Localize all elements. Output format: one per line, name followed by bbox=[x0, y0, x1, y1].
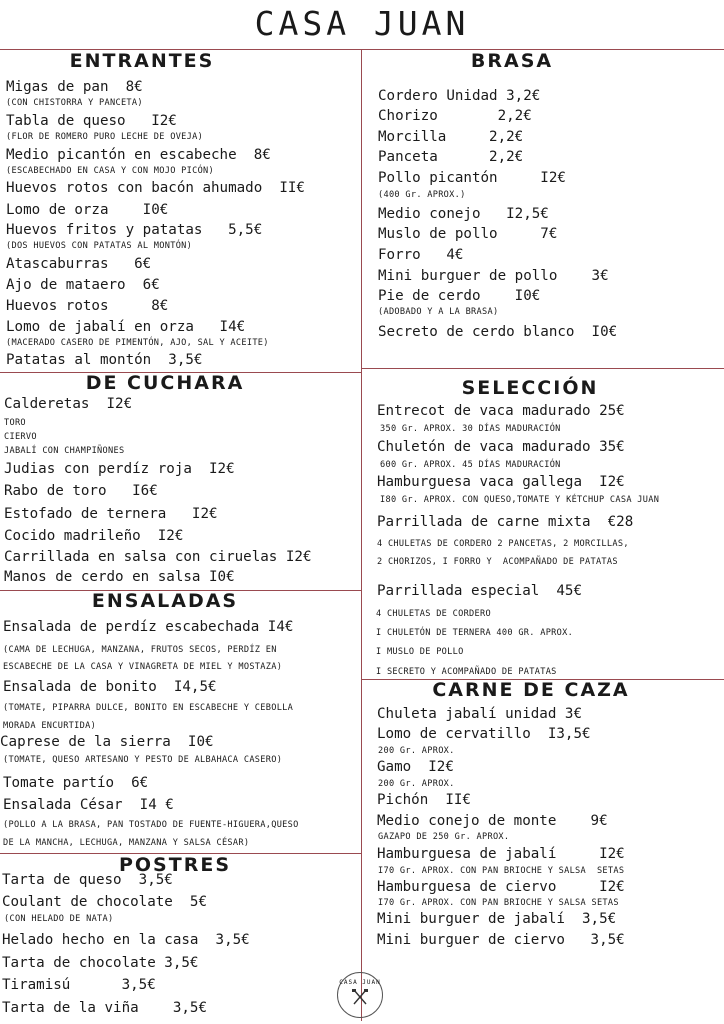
menu-item: Medio conejo I2,5€ bbox=[378, 206, 549, 222]
cutlery-icon bbox=[350, 988, 370, 1006]
menu-item: Tomate partío 6€ bbox=[3, 775, 149, 791]
menu-item-note: 600 Gr. APROX. 45 DÍAS MADURACIÓN bbox=[380, 460, 561, 470]
menu-item-note: 4 CHULETAS DE CORDERO 2 PANCETAS, 2 MORCILLAS, bbox=[377, 539, 629, 549]
menu-item: Tiramisú 3,5€ bbox=[2, 977, 156, 993]
menu-item: Manos de cerdo en salsa I0€ bbox=[4, 569, 235, 585]
menu-item: Pollo picantón I2€ bbox=[378, 170, 566, 186]
menu-item: Lomo de jabalí en orza I4€ bbox=[6, 319, 246, 335]
menu-item: Rabo de toro I6€ bbox=[4, 483, 158, 499]
menu-item-note: GAZAPO DE 250 Gr. APROX. bbox=[378, 832, 510, 842]
menu-item: Hamburguesa de jabalí I2€ bbox=[377, 846, 625, 862]
menu-item-note: (CON HELADO DE NATA) bbox=[4, 914, 114, 924]
section-heading-entrantes: ENTRANTES bbox=[69, 50, 215, 72]
menu-item: Hamburguesa de ciervo I2€ bbox=[377, 879, 625, 895]
column-divider bbox=[361, 49, 362, 1021]
menu-item: Tabla de queso I2€ bbox=[6, 113, 177, 129]
divider-right-1 bbox=[362, 368, 724, 369]
menu-item-note: (ESCABECHADO EN CASA Y CON MOJO PICÓN) bbox=[6, 166, 215, 176]
menu-item: Lomo de cervatillo I3,5€ bbox=[377, 726, 591, 742]
section-heading-postres: POSTRES bbox=[118, 854, 231, 876]
menu-item: Ensalada César I4 € bbox=[3, 797, 174, 813]
menu-item-note: TORO bbox=[4, 418, 26, 428]
menu-item: Medio conejo de monte 9€ bbox=[377, 813, 608, 829]
menu-item-note: (FLOR DE ROMERO PURO LECHE DE OVEJA) bbox=[6, 132, 204, 142]
menu-item: Huevos rotos 8€ bbox=[6, 298, 169, 314]
menu-item: Carrillada en salsa con ciruelas I2€ bbox=[4, 549, 312, 565]
section-heading-brasa: BRASA bbox=[470, 50, 554, 72]
menu-item: Mini burguer de pollo 3€ bbox=[378, 268, 609, 284]
menu-item: Chorizo 2,2€ bbox=[378, 108, 532, 124]
menu-item-note: (TOMATE, PIPARRA DULCE, BONITO EN ESCABECHE Y CEBOLLA bbox=[3, 703, 294, 713]
menu-item: Gamo I2€ bbox=[377, 759, 454, 775]
casa-juan-logo bbox=[337, 972, 383, 1018]
menu-item: Huevos fritos y patatas 5,5€ bbox=[6, 222, 263, 238]
menu-item: Parrillada especial 45€ bbox=[377, 583, 582, 599]
menu-item: Mini burguer de jabalí 3,5€ bbox=[377, 911, 617, 927]
menu-item: Huevos rotos con bacón ahumado II€ bbox=[6, 180, 305, 196]
section-heading-caza: CARNE DE CAZA bbox=[432, 679, 630, 701]
menu-item: Calderetas I2€ bbox=[4, 396, 133, 412]
menu-item: Parrillada de carne mixta €28 bbox=[377, 514, 634, 530]
menu-item-note: (DOS HUEVOS CON PATATAS AL MONTÓN) bbox=[6, 241, 193, 251]
menu-item-note: I80 Gr. APROX. CON QUESO,TOMATE Y KÉTCHUP CASA JUAN bbox=[380, 495, 660, 505]
menu-item: Coulant de chocolate 5€ bbox=[2, 894, 207, 910]
menu-item: Chuleta jabalí unidad 3€ bbox=[377, 706, 582, 722]
menu-item: Judias con perdíz roja I2€ bbox=[4, 461, 235, 477]
menu-item-note: ESCABECHE DE LA CASA Y VINAGRETA DE MIEL Y MOSTAZA) bbox=[3, 662, 283, 672]
menu-item-note: I70 Gr. APROX. CON PAN BRIOCHE Y SALSA SETAS bbox=[378, 898, 619, 908]
menu-item-note: I SECRETO Y ACOMPAÑADO DE PATATAS bbox=[376, 667, 557, 677]
menu-item: Tarta de queso 3,5€ bbox=[2, 872, 173, 888]
menu-item-note: I CHULETÓN DE TERNERA 400 GR. APROX. bbox=[376, 628, 574, 638]
logo-text: CASA JUAN bbox=[339, 979, 381, 986]
menu-item-note: 2 CHORIZOS, I FORRO Y ACOMPAÑADO DE PATATAS bbox=[377, 557, 618, 567]
menu-item: Secreto de cerdo blanco I0€ bbox=[378, 324, 618, 340]
menu-item: Mini burguer de ciervo 3,5€ bbox=[377, 932, 625, 948]
menu-item: Forro 4€ bbox=[378, 247, 464, 263]
menu-item-note: I70 Gr. APROX. CON PAN BRIOCHE Y SALSA SETAS bbox=[378, 866, 625, 876]
menu-item-note: (CAMA DE LECHUGA, MANZANA, FRUTOS SECOS, PERDÍZ EN bbox=[3, 645, 277, 655]
menu-item-note: (POLLO A LA BRASA, PAN TOSTADO DE FUENTE-HIGUERA,QUESO bbox=[3, 820, 299, 830]
menu-item: Patatas al montón 3,5€ bbox=[6, 352, 203, 368]
menu-item-note: 200 Gr. APROX. bbox=[378, 779, 455, 789]
menu-item-note: MORADA ENCURTIDA) bbox=[3, 721, 97, 731]
menu-item: Ensalada de bonito I4,5€ bbox=[3, 679, 217, 695]
menu-item-note: DE LA MANCHA, LECHUGA, MANZANA Y SALSA CÉSAR) bbox=[3, 838, 250, 848]
menu-item: Tarta de la viña 3,5€ bbox=[2, 1000, 207, 1016]
menu-item: Cordero Unidad 3,2€ bbox=[378, 88, 541, 104]
menu-item: Pichón II€ bbox=[377, 792, 471, 808]
menu-item: Ensalada de perdíz escabechada I4€ bbox=[3, 619, 294, 635]
menu-item-note: JABALÍ CON CHAMPIÑONES bbox=[4, 446, 125, 456]
menu-item-note: (ADOBADO Y A LA BRASA) bbox=[378, 307, 499, 317]
menu-item: Muslo de pollo 7€ bbox=[378, 226, 558, 242]
menu-item-note: CIERVO bbox=[4, 432, 37, 442]
restaurant-title: CASA JUAN bbox=[254, 4, 470, 43]
menu-item: Atascaburras 6€ bbox=[6, 256, 152, 272]
section-heading-seleccion: SELECCIÓN bbox=[461, 377, 599, 399]
menu-item-note: 4 CHULETAS DE CORDERO bbox=[376, 609, 491, 619]
menu-item: Lomo de orza I0€ bbox=[6, 202, 169, 218]
menu-item-note: I MUSLO DE POLLO bbox=[376, 647, 464, 657]
menu-item: Ajo de mataero 6€ bbox=[6, 277, 160, 293]
menu-item: Helado hecho en la casa 3,5€ bbox=[2, 932, 250, 948]
menu-item: Migas de pan 8€ bbox=[6, 79, 143, 95]
menu-item-note: (CON CHISTORRA Y PANCETA) bbox=[6, 98, 143, 108]
menu-item: Hamburguesa vaca gallega I2€ bbox=[377, 474, 625, 490]
menu-item: Pie de cerdo I0€ bbox=[378, 288, 541, 304]
menu-item: Estofado de ternera I2€ bbox=[4, 506, 218, 522]
menu-item-note: (400 Gr. APROX.) bbox=[378, 190, 466, 200]
menu-item-note: 200 Gr. APROX. bbox=[378, 746, 455, 756]
menu-item: Tarta de chocolate 3,5€ bbox=[2, 955, 199, 971]
menu-item: Panceta 2,2€ bbox=[378, 149, 524, 165]
menu-item: Chuletón de vaca madurado 35€ bbox=[377, 439, 625, 455]
section-heading-cuchara: DE CUCHARA bbox=[85, 372, 245, 394]
menu-item: Entrecot de vaca madurado 25€ bbox=[377, 403, 625, 419]
menu-item: Morcilla 2,2€ bbox=[378, 129, 524, 145]
menu-item: Caprese de la sierra I0€ bbox=[0, 734, 214, 750]
menu-item-note: 350 Gr. APROX. 30 DÍAS MADURACIÓN bbox=[380, 424, 561, 434]
menu-item: Medio picantón en escabeche 8€ bbox=[6, 147, 271, 163]
section-heading-ensaladas: ENSALADAS bbox=[91, 590, 239, 612]
menu-item-note: (TOMATE, QUESO ARTESANO Y PESTO DE ALBAHACA CASERO) bbox=[3, 755, 283, 765]
menu-item: Cocido madrileño I2€ bbox=[4, 528, 184, 544]
menu-item-note: (MACERADO CASERO DE PIMENTÓN, AJO, SAL Y ACEITE) bbox=[6, 338, 269, 348]
